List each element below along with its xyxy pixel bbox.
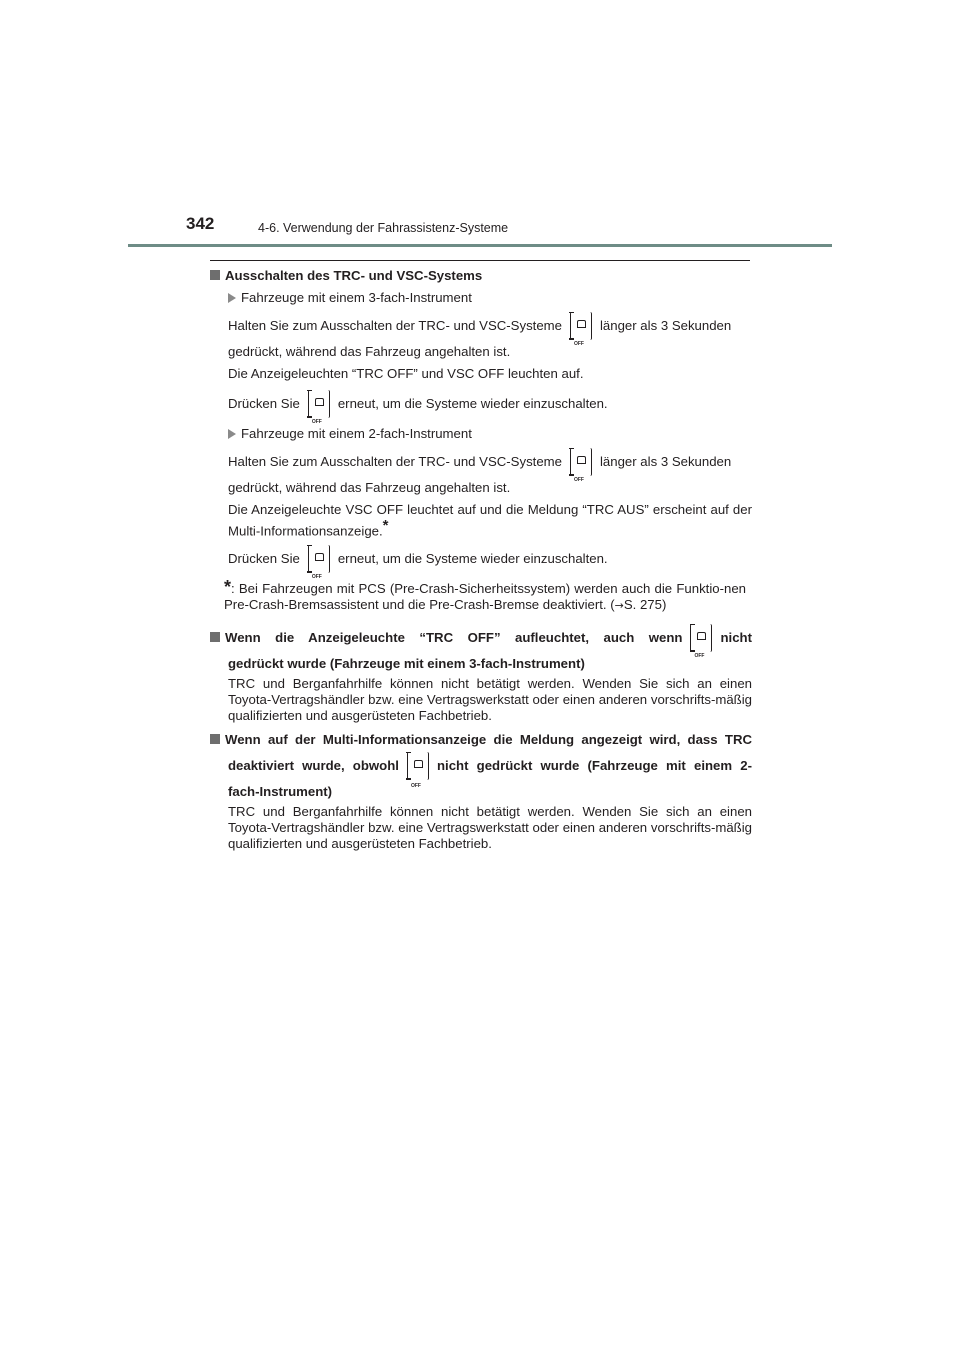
paragraph-2c: gedrückt, während das Fahrzeug angehalten ist. <box>228 480 511 495</box>
paragraph-1a: Halten Sie zum Ausschalten der TRC- und VSC-Systeme OFF länger als 3 Sekunden <box>210 310 752 342</box>
square-bullet-icon <box>210 734 220 744</box>
triangle-bullet-icon <box>228 293 236 303</box>
square-bullet-icon <box>210 270 220 280</box>
paragraph-2a: Halten Sie zum Ausschalten der TRC- und VSC-Systeme OFF länger als 3 Sekunden <box>210 446 752 478</box>
heading-turn-off: Ausschalten des TRC- und VSC-Systems <box>210 268 752 284</box>
paragraph-3: TRC und Berganfahrhilfe können nicht betätigt werden. Wenden Sie sich an einen Toyota-Vertragshändler bzw. eine Vertragswerkstatt oder einen anderen vorschrifts-mäßig qualifizierten und ausgerüsteten Fachbetrieb. <box>228 676 752 724</box>
vsc-off-button-icon: OFF <box>407 752 429 782</box>
heading-trc-deactivated-end: fach-Instrument) <box>228 784 333 800</box>
vsc-off-button-icon: OFF <box>570 312 592 342</box>
vsc-off-button-icon: OFF <box>690 624 712 654</box>
footnote: *: Bei Fahrzeugen mit PCS (Pre-Crash-Sicherheitssystem) werden auch die Funktio-nen Pre-Crash-Bremsassistent und die Pre-Crash-Bremse deaktiviert. (→S. 275) <box>224 577 746 613</box>
content-rule <box>210 260 750 261</box>
header-rule <box>128 244 832 247</box>
paragraph-1c: gedrückt, während das Fahrzeug angehalten ist. <box>228 344 511 359</box>
vsc-off-button-icon: OFF <box>570 448 592 478</box>
square-bullet-icon <box>210 632 220 642</box>
subheading-3-instrument: Fahrzeuge mit einem 3-fach-Instrument <box>210 290 752 306</box>
subheading-2-instrument: Fahrzeuge mit einem 2-fach-Instrument <box>210 426 752 442</box>
content <box>210 268 752 852</box>
heading-trc-deactivated: Wenn auf der Multi-Informationsanzeige die Meldung angezeigt wird, dass TRC <box>210 732 752 748</box>
paragraph-2e: Drücken Sie OFF erneut, um die Systeme wieder einzuschalten. <box>210 543 752 575</box>
page-number: 342 <box>186 214 215 233</box>
heading-trc-off-lit: Wenn die Anzeigeleuchte “TRC OFF” aufleuchtet, auch wenn OFF nicht <box>210 622 752 654</box>
paragraph-1e: Drücken Sie OFF erneut, um die Systeme wieder einzuschalten. <box>210 388 752 420</box>
vsc-off-button-icon: OFF <box>308 390 330 420</box>
triangle-bullet-icon <box>228 429 236 439</box>
paragraph-4: TRC und Berganfahrhilfe können nicht betätigt werden. Wenden Sie sich an einen Toyota-Vertragshändler bzw. eine Vertragswerkstatt oder einen anderen vorschrifts-mäßig qualifizierten und ausgerüsteten Fachbetrieb. <box>228 804 752 852</box>
paragraph-1d: Die Anzeigeleuchten “TRC OFF” und VSC OFF leuchten auf. <box>228 366 584 381</box>
heading-trc-off-lit-cont: gedrückt wurde (Fahrzeuge mit einem 3-fach-Instrument) <box>228 656 585 672</box>
heading-trc-deactivated-cont: deaktiviert wurde, obwohl OFF nicht gedrückt wurde (Fahrzeuge mit einem 2- <box>210 748 752 784</box>
paragraph-2d: Die Anzeigeleuchte VSC OFF leuchtet auf und die Meldung “TRC AUS” erscheint auf der Multi-Informationsanzeige.* <box>228 502 752 539</box>
section-title: 4-6. Verwendung der Fahrassistenz-Systeme <box>258 221 509 235</box>
vsc-off-button-icon: OFF <box>308 545 330 575</box>
